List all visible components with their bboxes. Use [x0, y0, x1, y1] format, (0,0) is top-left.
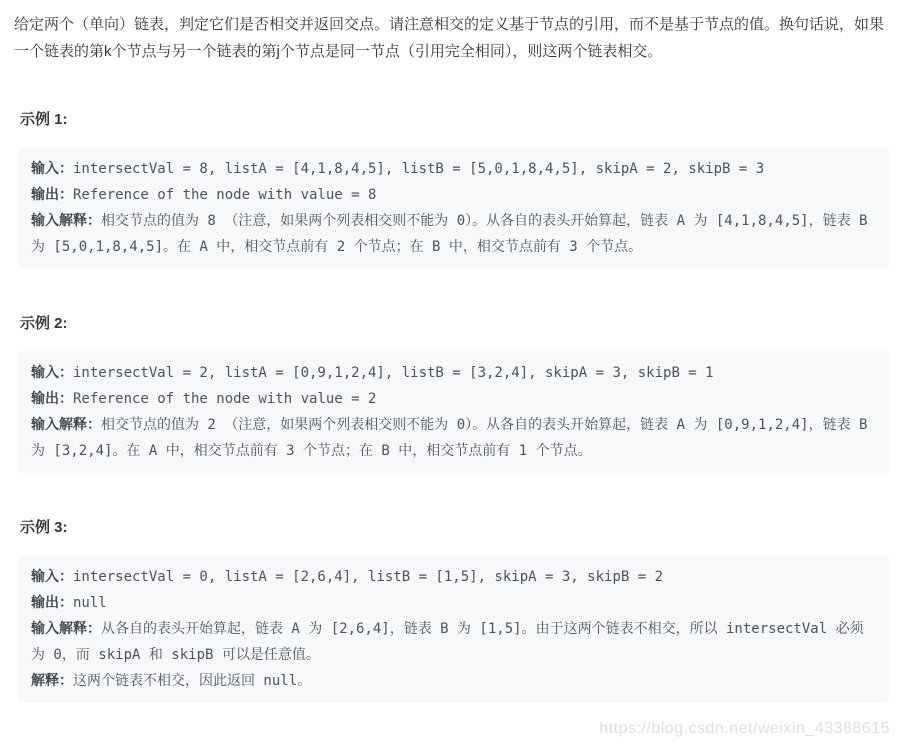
input-explanation-label: 输入解释：: [31, 213, 101, 229]
input-explanation-value: 从各自的表头开始算起，链表 A 为 [2,6,4]，链表 B 为 [1,5]。由于这两个链表不相交，所以 intersectVal 必须为 0，而 skipA 和 skipB 可以是任意值。: [31, 621, 864, 663]
output-value: Reference of the node with value = 8: [73, 187, 377, 203]
input-explanation-label: 输入解释：: [31, 621, 101, 637]
output-value: Reference of the node with value = 2: [73, 391, 377, 407]
example-3-heading: 示例 3:: [20, 519, 68, 536]
input-label: 输入：: [31, 161, 73, 177]
output-label: 输出：: [31, 187, 73, 203]
example-3-explanation-row: [31, 668, 876, 694]
csdn-watermark: https://blog.csdn.net/weixin_43388615: [599, 720, 890, 737]
input-value: intersectVal = 2, listA = [0,9,1,2,4], listB = [3,2,4], skipA = 3, skipB = 1: [73, 365, 714, 381]
input-explanation-value: 相交节点的值为 8 （注意，如果两个列表相交则不能为 0）。从各自的表头开始算起，链表 A 为 [4,1,8,4,5]，链表 B 为 [5,0,1,8,4,5]。在 A 中，相交节点前有 2 个节点；在 B 中，相交节点前有 3 个节点。: [31, 213, 876, 255]
output-value: null: [73, 595, 107, 611]
example-3-input-explanation-row: [31, 616, 876, 668]
example-1-heading: 示例 1:: [20, 111, 68, 128]
example-1-block: [18, 147, 889, 269]
example-3-output-row: [31, 590, 876, 616]
input-value: intersectVal = 0, listA = [2,6,4], listB = [1,5], skipA = 3, skipB = 2: [73, 569, 664, 585]
output-label: 输出：: [31, 595, 73, 611]
example-3-block: [18, 555, 889, 703]
example-1-output-row: [31, 182, 876, 208]
problem-statement: 给定两个（单向）链表，判定它们是否相交并返回交点。请注意相交的定义基于节点的引用，而不是基于节点的值。换句话说，如果一个链表的第k个节点与另一个链表的第j个节点是同一节点（引用完全相同），则这两个链表相交。: [14, 16, 885, 60]
input-explanation-value: 相交节点的值为 2 （注意，如果两个列表相交则不能为 0）。从各自的表头开始算起，链表 A 为 [0,9,1,2,4]，链表 B 为 [3,2,4]。在 A 中，相交节点前有 3 个节点；在 B 中，相交节点前有 1 个节点。: [31, 417, 876, 459]
example-2-input-row: [31, 360, 876, 386]
output-label: 输出：: [31, 391, 73, 407]
example-1-explanation-row: [31, 208, 876, 260]
example-3-input-row: [31, 564, 876, 590]
input-value: intersectVal = 8, listA = [4,1,8,4,5], listB = [5,0,1,8,4,5], skipA = 2, skipB = 3: [73, 161, 765, 177]
example-2-block: [18, 351, 889, 473]
input-label: 输入：: [31, 365, 73, 381]
example-2-output-row: [31, 386, 876, 412]
explanation-label: 解释：: [31, 673, 73, 689]
example-2-explanation-row: [31, 412, 876, 464]
input-explanation-label: 输入解释：: [31, 417, 101, 433]
explanation-value: 这两个链表不相交，因此返回 null。: [73, 673, 312, 689]
example-1-input-row: [31, 156, 876, 182]
input-label: 输入：: [31, 569, 73, 585]
example-2-heading: 示例 2:: [20, 315, 68, 332]
